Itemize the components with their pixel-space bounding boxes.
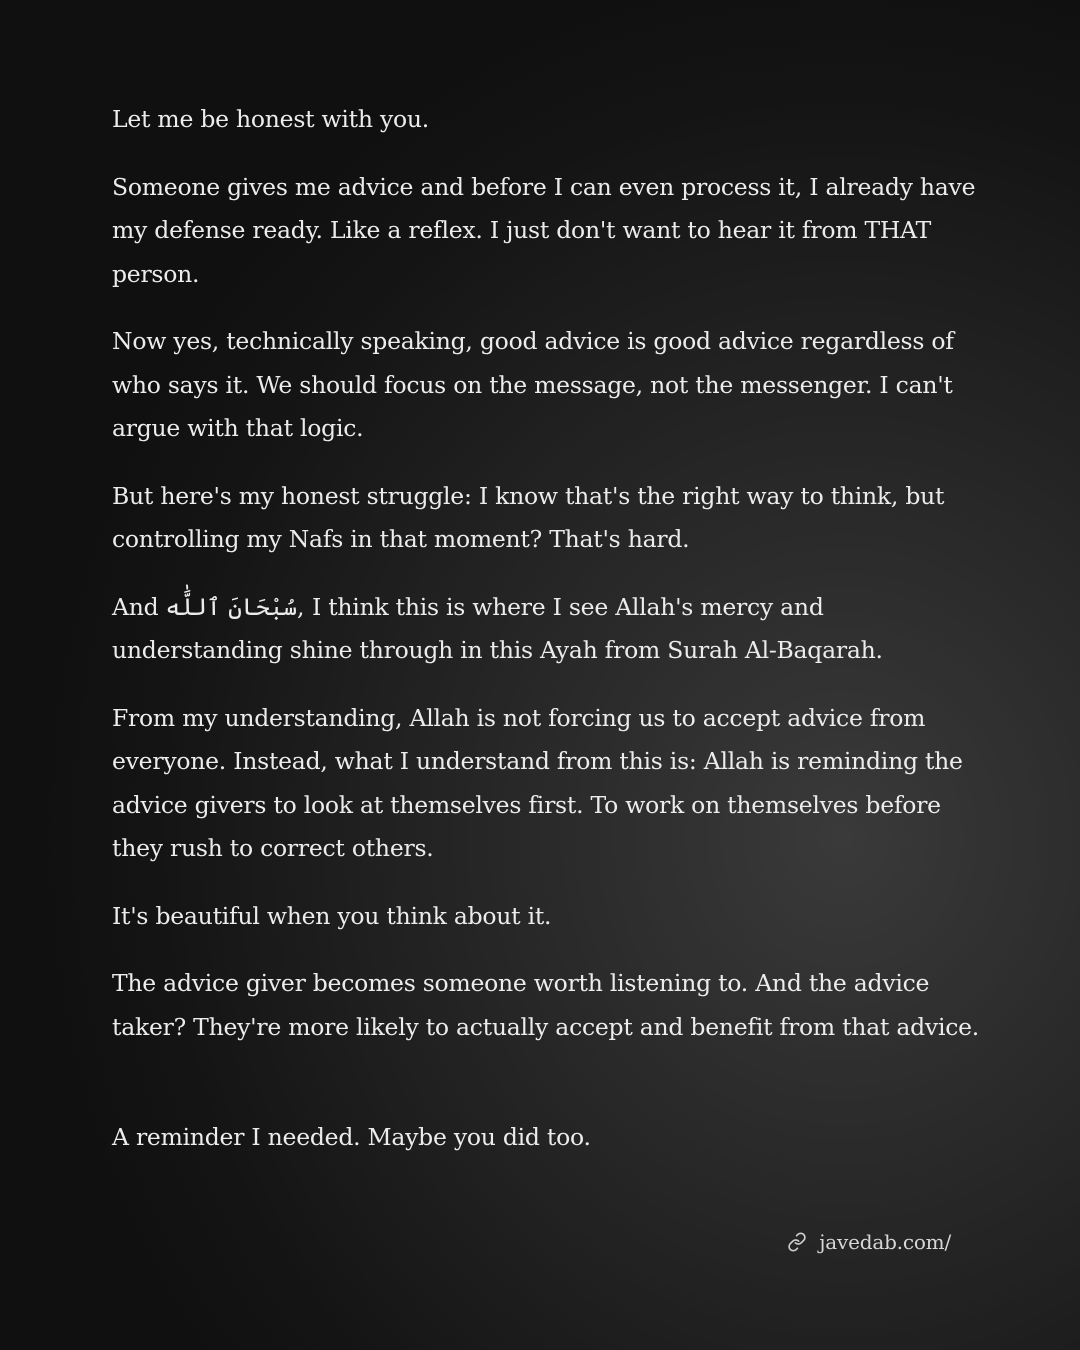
paragraph-intro: Let me be honest with you. (112, 105, 430, 133)
paragraph-struggle: But here's my honest struggle: I know that's the right way to think, but controlling my Nafs in that moment? That's hard. (112, 481, 945, 553)
paragraph-closing: A reminder I needed. Maybe you did too. (112, 1123, 591, 1151)
website-link-text: javedab.com/ (819, 1230, 951, 1254)
paragraph-advice-giver: The advice giver becomes someone worth listening to. And the advice taker? They're more likely to actually accept and benefit from that advice. (112, 969, 979, 1041)
link-icon (787, 1232, 807, 1252)
paragraph-defense: Someone gives me advice and before I can even process it, I already have my defense ready. Like a reflex. I just don't want to hear it from THAT person. (112, 172, 976, 288)
website-link[interactable] (787, 1227, 951, 1257)
article-body (112, 98, 992, 1184)
paragraph-mercy: And سُبْحَانَ ٱللَّٰه, I think this is where I see Allah's mercy and understanding shine through in this Ayah from Surah Al-Baqarah. (112, 592, 883, 664)
paragraph-beautiful: It's beautiful when you think about it. (112, 901, 552, 930)
paragraph-understanding: From my understanding, Allah is not forcing us to accept advice from everyone. Instead, what I understand from this is: Allah is reminding the advice givers to look at themselves first. To work on themselves before they rush to correct others. (112, 703, 963, 862)
paragraph-logic: Now yes, technically speaking, good advice is good advice regardless of who says it. We should focus on the message, not the messenger. I can't argue with that logic. (112, 327, 954, 442)
